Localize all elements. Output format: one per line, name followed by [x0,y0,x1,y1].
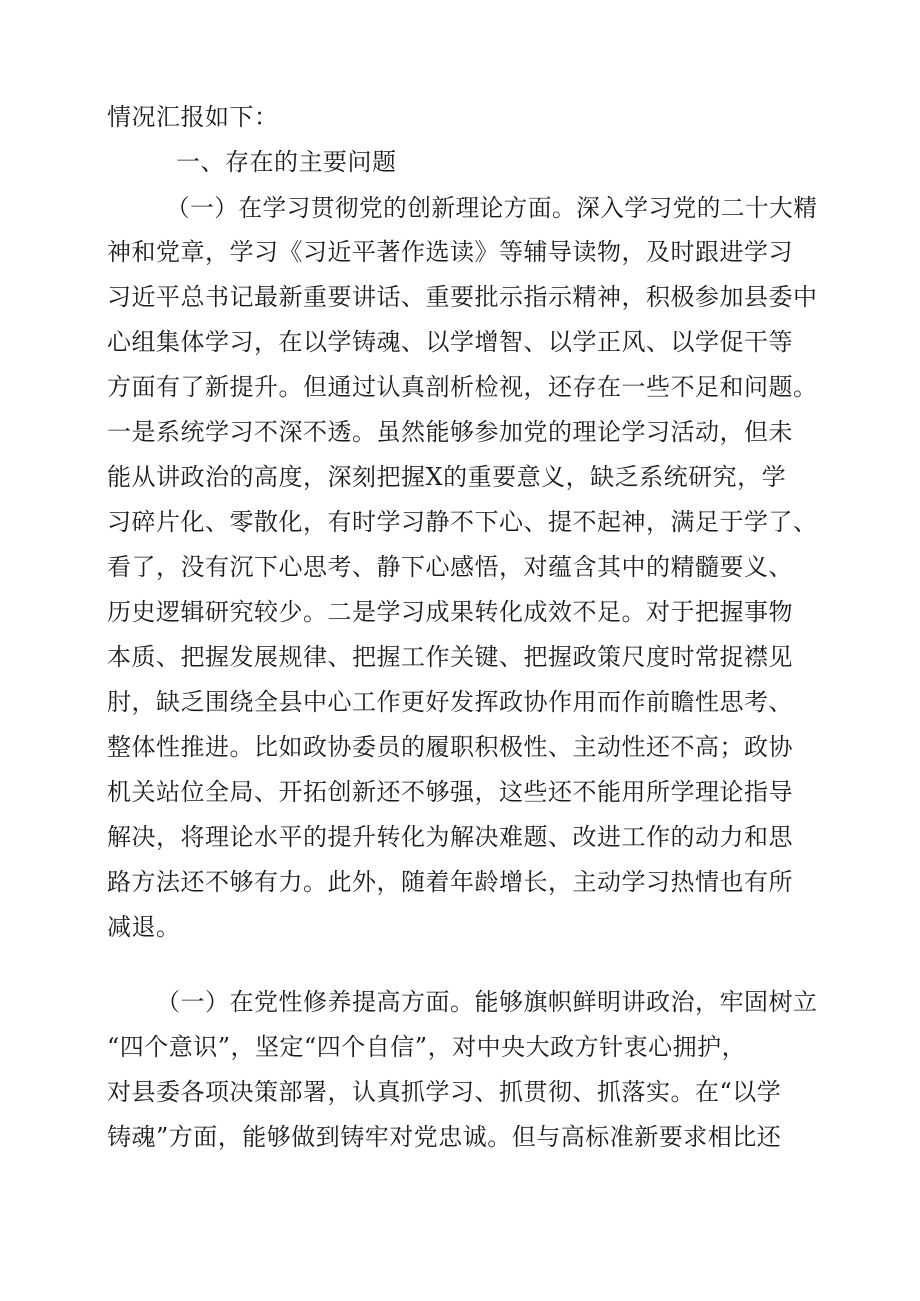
text-line: 方面有了新提升。但通过认真剖析检视，还存在一些不足和问题。 [107,373,818,401]
text-line: 减退。 [107,913,181,941]
text-line: （一）在学习贯彻党的创新理论方面。深入学习党的二十大精 [166,194,818,222]
text-line: 一是系统学习不深不透。虽然能够参加党的理论学习活动，但未 [107,418,793,446]
text-line: 习近平总书记最新重要讲话、重要批示指示精神，积极参加县委中 [107,283,818,311]
text-line: 肘，缺乏围绕全县中心工作更好发挥政协作用而作前瞻性思考、 [107,688,793,716]
section-heading: 一、存在的主要问题 [176,148,397,176]
text-line: 对县委各项决策部署，认真抓学习、抓贯彻、抓落实。在“以学 [107,1078,782,1106]
text-line: 本质、把握发展规律、把握工作关键、把握政策尺度时常捉襟见 [107,643,793,671]
text-line: 铸魂”方面，能够做到铸牢对党忠诚。但与高标准新要求相比还 [107,1123,782,1151]
text-line: 历史逻辑研究较少。二是学习成果转化成效不足。对于把握事物 [107,598,793,626]
text-line: 神和党章，学习《习近平著作选读》等辅导读物，及时跟进学习 [107,238,793,266]
text-line: 看了，没有沉下心思考、静下心感悟，对蕴含其中的精髓要义、 [107,553,793,581]
text-line: 整体性推进。比如政协委员的履职积极性、主动性还不高；政协 [107,733,793,761]
text-line: 习碎片化、零散化，有时学习静不下心、提不起神，满足于学了、 [107,508,818,536]
text-line: 解决，将理论水平的提升转化为解决难题、改进工作的动力和思 [107,823,793,851]
text-line: 路方法还不够有力。此外，随着年龄增长，主动学习热情也有所 [107,868,793,896]
text-line: 机关站位全局、开拓创新还不够强，这些还不能用所学理论指导 [107,778,793,806]
text-line: 能从讲政治的高度，深刻把握X的重要意义，缺乏系统研究，学 [107,463,787,491]
text-line: “四个意识”，坚定“四个自信”，对中央大政方针衷心拥护， [107,1033,747,1061]
text-line: 情况汇报如下： [107,103,279,131]
text-line: 心组集体学习，在以学铸魂、以学增智、以学正风、以学促干等 [107,328,793,356]
text-line: （一）在党性修养提高方面。能够旗帜鲜明讲政治，牢固树立 [156,988,818,1016]
